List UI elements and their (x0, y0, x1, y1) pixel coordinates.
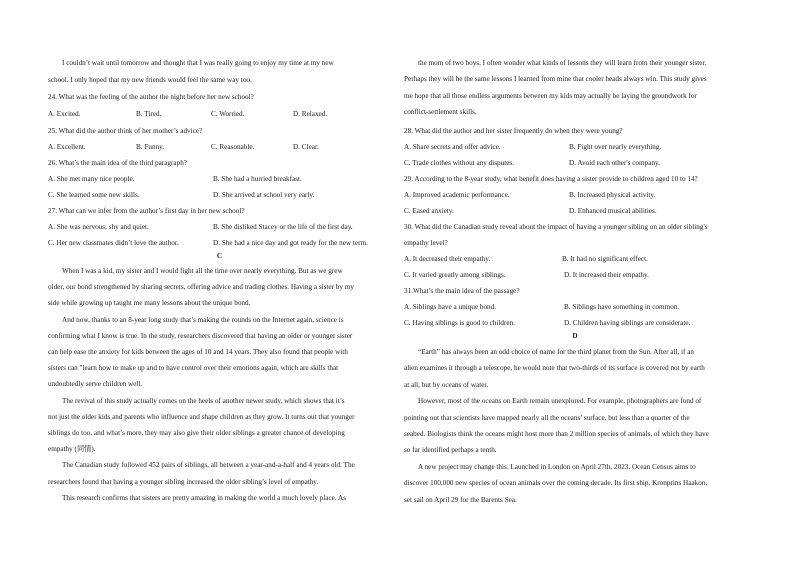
option-c: C. Trade clothes without any disputes. (404, 159, 515, 167)
question-24-stem: 24. What was the feeling of the author the night before her new school? (48, 93, 254, 101)
passage-line: seabed. Biologists think the oceans might host more than 2 million species of animals, of which they have (404, 430, 709, 438)
question-30-stem-cont: empathy level? (404, 239, 448, 247)
passage-line: older, our bond strengthened by sharing secrets, offering advice and trading clothes. Having a sister by my (48, 283, 354, 292)
passage-line: can help ease the anxiety for kids between the ages of 10 and 14 years. They also found that people with (48, 348, 348, 356)
option-b: B. She disliked Stacey or the life of the first day. (213, 223, 353, 231)
option-d: D. She had a nice day and got ready for the new term. (213, 239, 368, 247)
passage-line: discover 100,000 new species of ocean animals over the coming decade. Its first ship, Kronprins Haakon, (404, 479, 708, 488)
option-d: D. Enhanced musical abilities. (569, 207, 657, 215)
option-c: C. She learned some new skills. (48, 191, 140, 199)
passage-line: siblings do too, and what’s more, they may also give their older siblings a greater chance of developing (48, 429, 345, 437)
passage-line: confirming what I know is true. In the study, researchers discovered that having an older or younger sister (48, 331, 353, 340)
option-c: C. Worried. (211, 110, 245, 118)
passage-line: undoubtedly serve children well. (48, 380, 143, 389)
option-a: A. Excellent. (48, 143, 86, 151)
passage-line: This research confirms that sisters are pretty amazing in making the world a much lovely place. As (62, 493, 347, 502)
option-a: A. Siblings have a unique bond. (404, 303, 497, 311)
option-b: B. Siblings have something in common. (564, 303, 680, 311)
passage-line: side while growing up taught me many lessons about the unique bond. (48, 299, 251, 308)
passage-line: pointing out that scientists have mapped nearly all the oceans’ surface, but less than a quarter of the (404, 413, 690, 422)
passage-line: at all, but by oceans of water. (404, 380, 489, 389)
option-d: D. Clear. (293, 143, 319, 151)
passage-line: conflict-settlement skills. (404, 108, 477, 117)
option-b: B. It had no significant effect. (562, 255, 648, 263)
section-heading-c: C (216, 252, 223, 260)
option-b: B. Funny. (136, 143, 165, 151)
question-25-stem: 25. What did the author think of her mother’s advice? (48, 127, 203, 135)
passage-line: so far identified perhaps a tenth. (404, 446, 497, 455)
passage-line: researchers found that having a younger sibling increased the older sibling’s level of empathy. (48, 477, 319, 486)
option-b: B. Tired. (136, 110, 162, 118)
option-c: C. Having siblings is good to children. (404, 319, 516, 327)
option-b: B. Increased physical activity. (569, 191, 656, 199)
passage-line: alien examines it through a telescope, he would note that two-thirds of its surface is covered not by earth (404, 364, 705, 373)
option-d: D. It increased their empathy. (564, 271, 649, 279)
option-a: A. She met many nice people. (48, 175, 135, 183)
passage-line: Perhaps they will be the same lessons I learned from mine that cooler heads always win. This study gives (404, 75, 707, 84)
option-a: A. Improved academic performance. (404, 191, 510, 199)
option-c: C. Her new classmates didn’t love the author. (48, 239, 179, 247)
option-c: C. Eased anxiety. (404, 207, 454, 215)
option-a: A. Excited. (48, 110, 81, 118)
passage-line: When I was a kid, my sister and I would fight all the time over nearly everything. But as we grew (62, 267, 343, 275)
passage-line: not just the older kids and parents who influence and shape children as they grow. It turns out that younger (48, 412, 355, 421)
option-d: D. Relaxed. (293, 110, 328, 118)
question-28-stem: 28. What did the author and her sister frequently do when they were young? (404, 127, 623, 135)
passage-line: “Earth” has always been an odd choice of name for the third planet from the Sun. After all, if an (418, 348, 695, 356)
passage-line: empathy (同情). (48, 445, 96, 454)
option-b: B. She had a hurried breakfast. (213, 175, 302, 183)
passage-line: The revival of this study actually comes on the heels of another newer study, which shows that it’s (62, 396, 345, 405)
passage-line: sisters can "learn how to make up and to have control over their emotions again, which are skills that (48, 364, 339, 373)
option-c: C. It varied greatly among siblings. (404, 271, 506, 279)
passage-line: However, most of the oceans on Earth remain unexplored. For example, photographers are fond of (418, 397, 702, 406)
passage-line: And now, thanks to an 8-year long study that’s making the rounds on the Internet again, science is (62, 315, 344, 324)
option-c: C. Reasonable. (211, 143, 255, 151)
passage-line: A new project may change this. Launched in London on April 27th, 2023, Ocean Census aims to (418, 462, 696, 471)
question-30-stem: 30. What did the Canadian study reveal about the impact of having a younger sibling on an older sibling's (404, 223, 708, 231)
option-d: D. Avoid each other's company. (569, 159, 660, 167)
question-29-stem: 29. According to the 8-year study, what benefit does having a sister provide to children aged 10 to 14? (404, 175, 698, 183)
option-a: A. It decreased their empathy. (404, 255, 491, 263)
passage-line: set sail on April 29 for the Barents Sea. (404, 495, 517, 504)
question-31-stem: 31.What’s the main idea of the passage? (404, 287, 520, 295)
passage-line: The Canadian study followed 452 pairs of siblings, all between a year-and-a-half and 4 years old. The (62, 461, 355, 470)
option-b: B. Fight over nearly everything. (569, 143, 662, 151)
passage-line: me hope that all those endless arguments between my kids may actually be laying the groundwork for (404, 91, 697, 100)
passage-line: the mom of two boys, I often wonder what kinds of lessons they will learn from their younger sister. (418, 59, 707, 67)
section-heading-d: D (572, 332, 578, 340)
paragraph-line: school. I only hoped that my new friends would feel the same way too. (48, 76, 252, 84)
option-d: D. She arrived at school very early. (213, 191, 315, 199)
question-27-stem: 27. What can we infer from the author’s first day in her new school? (48, 207, 245, 215)
option-d: D. Children having siblings are considerate. (564, 319, 691, 327)
option-a: A. Share secrets and offer advice. (404, 143, 501, 151)
paragraph-line: I couldn’t wait until tomorrow and thought that I was really going to enjoy my time at my new (62, 59, 334, 67)
question-26-stem: 26. What’s the main idea of the third paragraph? (48, 159, 187, 167)
option-a: A. She was nervous, shy and quiet. (48, 223, 149, 231)
